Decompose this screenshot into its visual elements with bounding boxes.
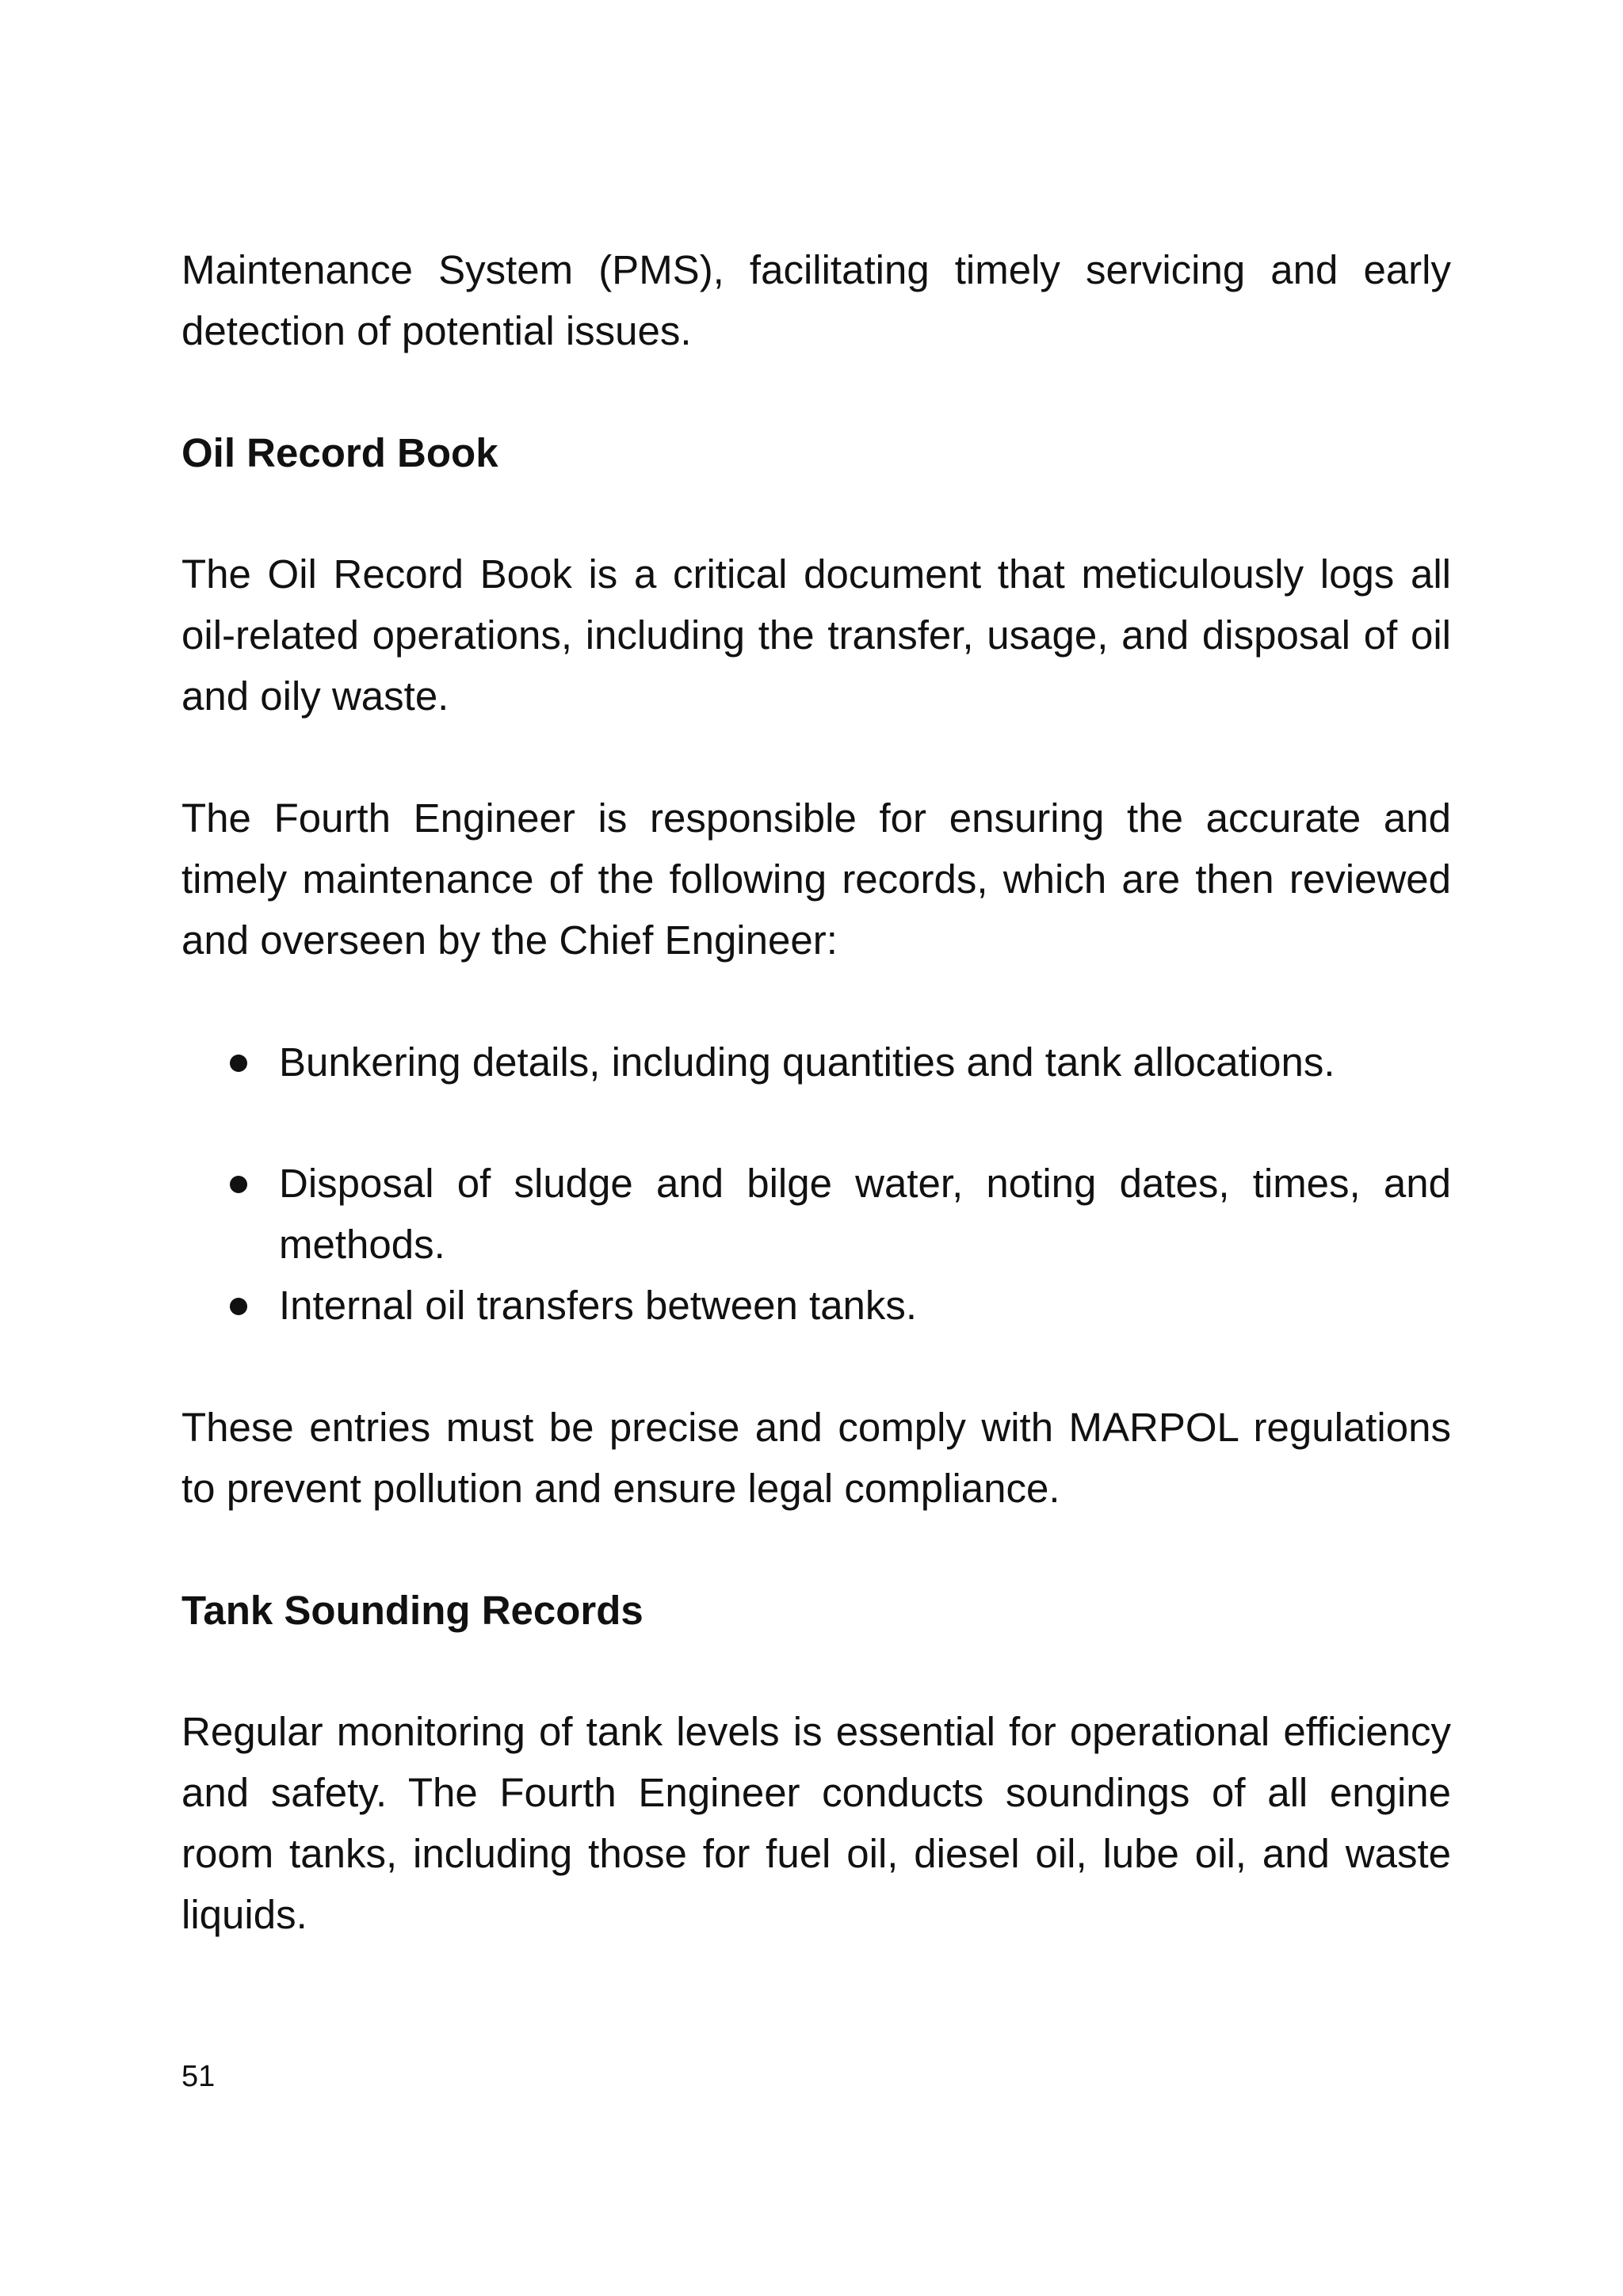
tank-sounding-paragraph: Regular monitoring of tank levels is essential for operational efficiency and safety. The Fourth Engineer conducts soundings of all engine room tanks, including those for fuel oil, diesel oil, lube oil, and waste liquids.	[181, 1709, 1451, 1937]
bullet-icon	[230, 1055, 247, 1072]
page-number: 51	[181, 2060, 216, 2093]
bullet-icon	[230, 1298, 247, 1315]
oil-record-book-paragraph-1: The Oil Record Book is a critical document that meticulously logs all oil-related operations, including the transfer, usage, and disposal of oil and oily waste.	[181, 551, 1451, 719]
list-item	[230, 1275, 1451, 1336]
list-item	[230, 1032, 1451, 1093]
oil-record-book-heading: Oil Record Book	[181, 430, 498, 475]
list-item-text: Internal oil transfers between tanks.	[279, 1283, 918, 1328]
list-item	[230, 1153, 1451, 1275]
intro-paragraph: Maintenance System (PMS), facilitating timely servicing and early detection of potential issues.	[181, 247, 1451, 353]
oil-record-book-paragraph-2: The Fourth Engineer is responsible for ensuring the accurate and timely maintenance of the following records, which are then reviewed and overseen by the Chief Engineer:	[181, 795, 1451, 963]
tank-sounding-heading: Tank Sounding Records	[181, 1588, 643, 1633]
list-item-text: Disposal of sludge and bilge water, noting dates, times, and methods.	[279, 1161, 1451, 1267]
list-item-text: Bunkering details, including quantities and tank allocations.	[279, 1039, 1335, 1085]
bullet-icon	[230, 1176, 247, 1193]
oil-record-book-paragraph-3: These entries must be precise and comply with MARPOL regulations to prevent pollution and ensure legal compliance.	[181, 1405, 1451, 1511]
